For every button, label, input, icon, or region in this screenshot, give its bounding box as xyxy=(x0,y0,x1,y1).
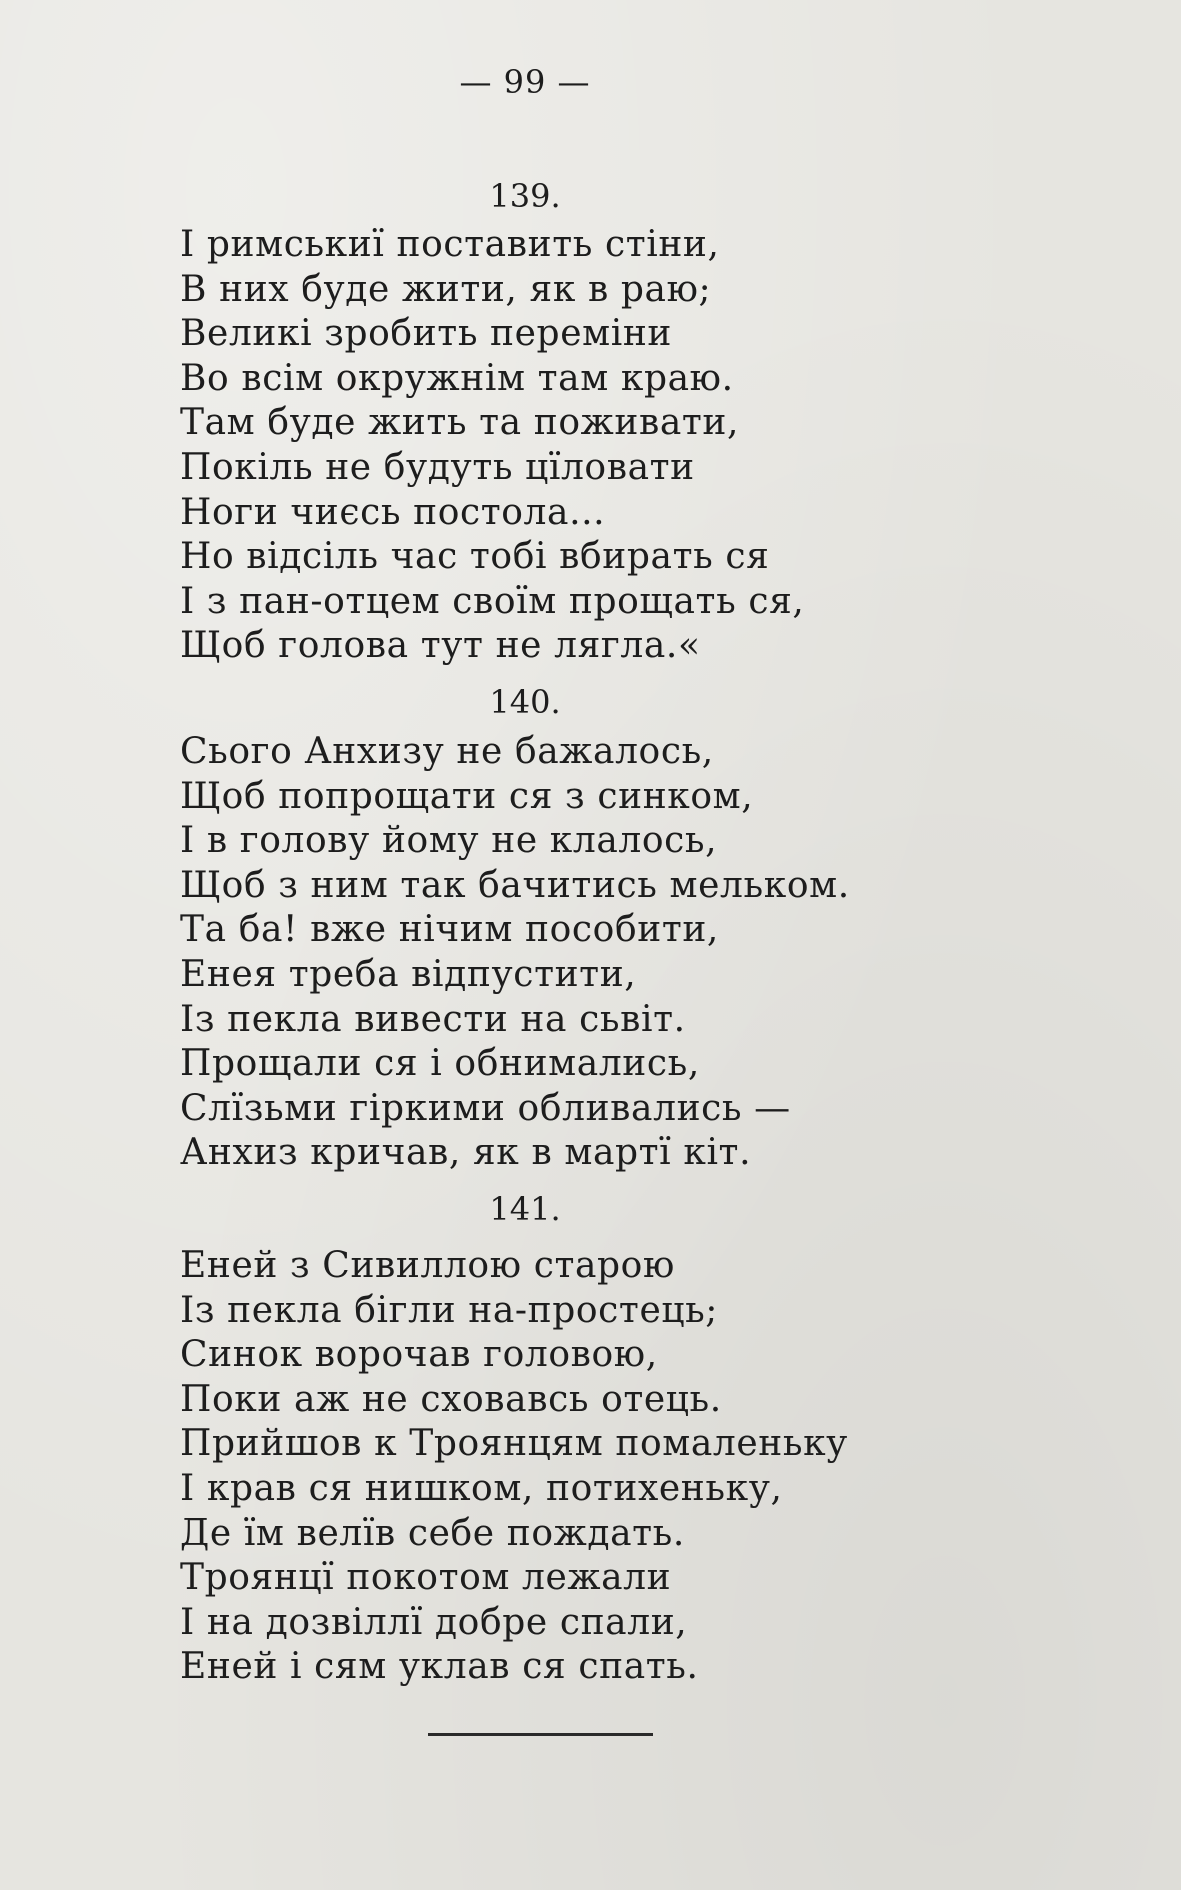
verse-line: Троянцї покотом лежали xyxy=(180,1557,672,1599)
verse-line: Із пекла вивести на сьвіт. xyxy=(180,998,686,1040)
verse-line: І з пан-отцем своїм прощать ся, xyxy=(180,580,805,622)
verse-line: Прощали ся і обнимались, xyxy=(180,1043,700,1085)
verse-line: Покіль не будуть цїловати xyxy=(180,446,695,488)
stanza-number: 140. xyxy=(489,683,561,721)
verse-line: Синок ворочав головою, xyxy=(180,1334,658,1376)
verse-line: Поки аж не сховавсь отець. xyxy=(180,1378,722,1420)
verse-line: Щоб голова тут не лягла.« xyxy=(180,625,701,667)
stanza-140 xyxy=(180,730,940,1176)
end-rule xyxy=(428,1733,653,1736)
verse-line: Енея треба відпустити, xyxy=(180,953,637,995)
stanza-number: 141. xyxy=(489,1190,561,1228)
verse-line: Та ба! вже нічим пособити, xyxy=(180,909,719,951)
page-number: — 99 — xyxy=(459,63,591,101)
stanza-number: 139. xyxy=(489,177,561,215)
verse-line: Слїзьми гіркими обливались — xyxy=(180,1087,791,1129)
verse-line: Сього Анхизу не бажалось, xyxy=(180,731,714,772)
verse-line: Великі зробить переміни xyxy=(180,313,673,355)
verse-line: Но відсіль час тобі вбирать ся xyxy=(180,536,770,578)
verse-line: І в голову йому не клалось, xyxy=(180,820,718,862)
verse-line: Прийшов к Троянцям помаленьку xyxy=(180,1423,848,1465)
verse-line: І крав ся нишком, потихеньку, xyxy=(180,1467,783,1509)
verse-line: Із пекла бігли на-простець; xyxy=(180,1289,719,1331)
verse-line: Де їм велїв себе пождать. xyxy=(180,1512,685,1554)
verse-line: Еней з Сивиллою старою xyxy=(180,1245,675,1286)
verse-line: Там буде жить та поживати, xyxy=(180,402,740,444)
verse-line: Щоб попрощати ся з синком, xyxy=(180,775,754,817)
verse-line: Еней і сям уклав ся спать. xyxy=(180,1646,699,1688)
verse-line: В них буде жити, як в раю; xyxy=(180,268,712,310)
verse-line: Анхиз кричав, як в мартї кіт. xyxy=(180,1132,752,1174)
verse-line: Ноги чиєсь постола... xyxy=(180,491,606,533)
stanza-141 xyxy=(180,1244,940,1690)
stanza-139 xyxy=(180,223,940,669)
verse-line: Во всім окружнім там краю. xyxy=(180,357,734,399)
verse-line: І на дозвіллї добре спали, xyxy=(180,1601,688,1643)
verse-line: Щоб з ним так бачитись мельком. xyxy=(180,864,850,906)
verse-line: І римськиї поставить стіни, xyxy=(180,224,720,265)
